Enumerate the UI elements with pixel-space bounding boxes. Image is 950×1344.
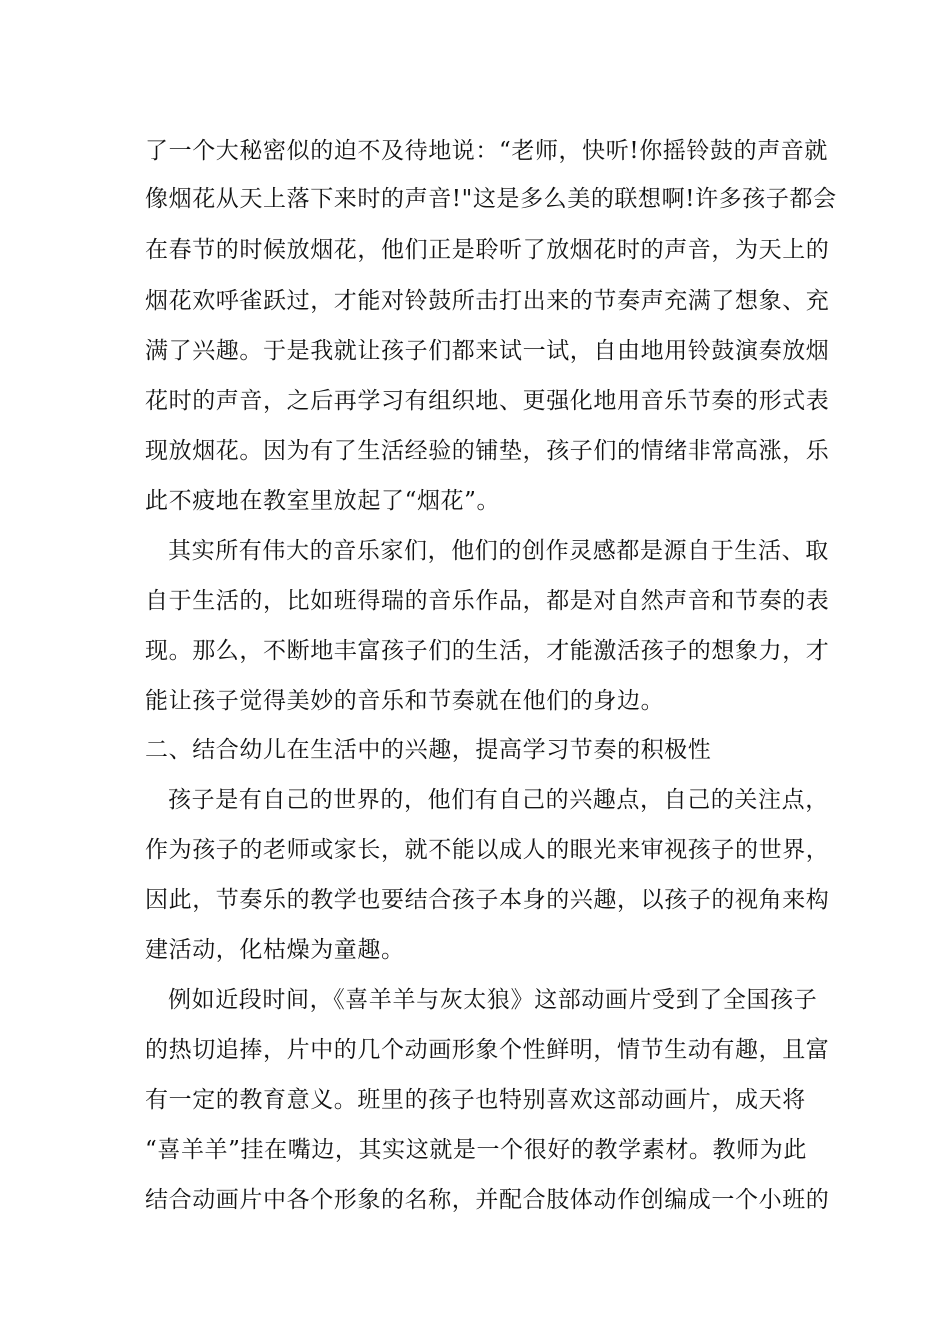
text-line: 像烟花从天上落下来时的声音!"这是多么美的联想啊!许多孩子都会 [145,186,837,212]
text-line: “喜羊羊”挂在嘴边，其实这就是一个很好的教学素材。教师为此 [145,1137,807,1163]
text-line: 烟花欢呼雀跃过，才能对铃鼓所击打出来的节奏声充满了想象、充 [145,288,830,314]
text-line: 作为孩子的老师或家长，就不能以成人的眼光来审视孩子的世界， [145,837,830,863]
text-line: 有一定的教育意义。班里的孩子也特别喜欢这部动画片，成天将 [145,1087,806,1113]
paragraph-first-line: 例如近段时间，《喜羊羊与灰太狼》这部动画片受到了全国孩子 [168,987,818,1013]
text-line: 因此，节奏乐的教学也要结合孩子本身的兴趣，以孩子的视角来构 [145,887,830,913]
paragraph-first-line: 孩子是有自己的世界的，他们有自己的兴趣点，自己的关注点， [168,787,829,813]
text-line: 在春节的时候放烟花，他们正是聆听了放烟花时的声音，为天上的 [145,237,830,263]
text-line: 了一个大秘密似的迫不及待地说：“老师，快听!你摇铃鼓的声音就 [145,138,829,164]
text-line: 此不疲地在教室里放起了“烟花”。 [145,488,501,514]
text-line: 现放烟花。因为有了生活经验的铺垫，孩子们的情绪非常高涨，乐 [145,438,830,464]
text-line: 满了兴趣。于是我就让孩子们都来试一试，自由地用铃鼓演奏放烟 [145,338,830,364]
text-line: 结合动画片中各个形象的名称，并配合肢体动作创编成一个小班的 [145,1187,830,1213]
text-line: 的热切追捧，片中的几个动画形象个性鲜明，情节生动有趣，且富 [145,1037,830,1063]
paragraph-first-line: 其实所有伟大的音乐家们，他们的创作灵感都是源自于生活、取 [168,538,829,564]
text-line: 建活动，化枯燥为童趣。 [145,937,405,963]
text-line: 花时的声音，之后再学习有组织地、更强化地用音乐节奏的形式表 [145,388,830,414]
text-line: 现。那么，不断地丰富孩子们的生活，才能激活孩子的想象力，才 [145,638,830,664]
text-line: 自于生活的，比如班得瑞的音乐作品，都是对自然声音和节奏的表 [145,588,830,614]
section-heading: 二、结合幼儿在生活中的兴趣，提高学习节奏的积极性 [145,737,712,763]
text-line: 能让孩子觉得美妙的音乐和节奏就在他们的身边。 [145,688,665,714]
